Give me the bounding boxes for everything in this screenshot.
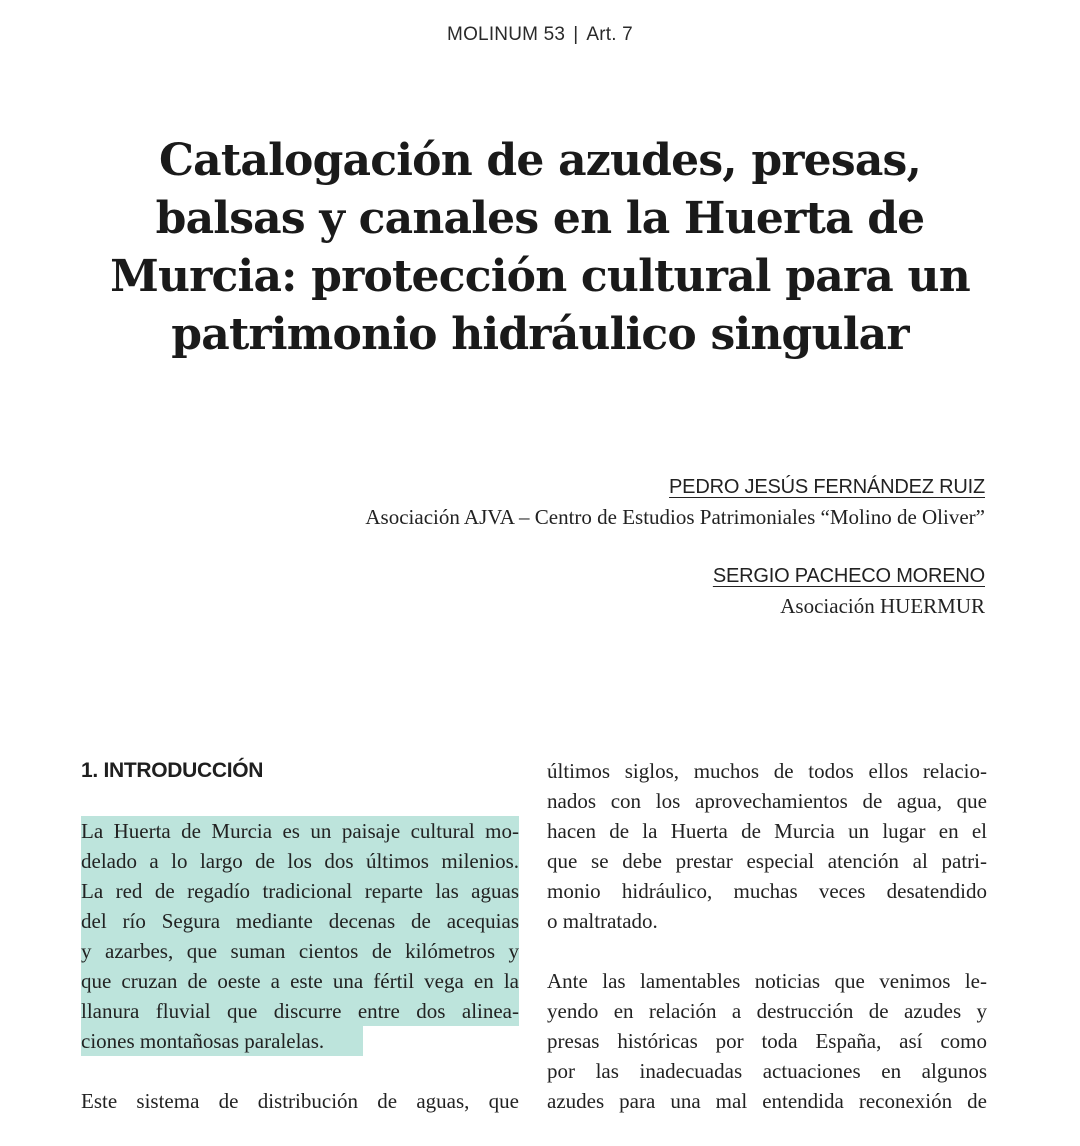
author-1: [185, 472, 985, 532]
text-line: hacen de la Huerta de Murcia un lugar en el: [547, 819, 987, 843]
paragraph: [81, 1086, 519, 1116]
highlighted-paragraph[interactable]: [81, 816, 519, 1056]
text-line[interactable]: ciones montañosas paralelas.: [81, 1026, 363, 1056]
journal-issue: MOLINUM 53: [447, 24, 566, 45]
title-line: balsas y canales en la Huerta de: [155, 193, 925, 244]
title-line: Catalogación de azudes, presas,: [158, 135, 922, 186]
text-line: últimos siglos, muchos de todos ellos relacio-: [547, 759, 987, 783]
text-line: Ante las lamentables noticias que venimos le-: [547, 969, 987, 993]
left-column: [81, 756, 519, 1146]
article-title: [60, 132, 1020, 364]
text-line: presas históricas por toda España, así como: [547, 1029, 987, 1053]
text-line[interactable]: y azarbes, que suman cientos de kilómetros y: [81, 936, 519, 966]
text-line[interactable]: delado a lo largo de los dos últimos milenios.: [81, 846, 519, 876]
section-heading: 1. INTRODUCCIÓN: [81, 759, 264, 782]
right-column: [547, 756, 987, 1146]
author-list: [185, 472, 985, 621]
author-name: SERGIO PACHECO MORENO: [712, 565, 985, 587]
title-line: patrimonio hidráulico singular: [171, 309, 909, 360]
text-line[interactable]: llanura fluvial que discurre entre dos alinea-: [81, 996, 519, 1026]
author-name: PEDRO JESÚS FERNÁNDEZ RUIZ: [669, 476, 985, 498]
text-line: nados con los aprovechamientos de agua, que: [547, 789, 987, 813]
paragraph: [547, 756, 987, 936]
text-line: o maltratado.: [547, 909, 658, 933]
text-line: Este sistema de distribución de aguas, que: [81, 1089, 519, 1113]
text-line: monio hidráulico, muchas veces desatendido: [547, 879, 987, 903]
author-affiliation: Asociación HUERMUR: [780, 594, 985, 618]
author-2: [185, 561, 985, 621]
paragraph: [547, 966, 987, 1116]
text-line: azudes para una mal entendida reconexión de: [547, 1089, 987, 1113]
text-line[interactable]: La Huerta de Murcia es un paisaje cultural mo-: [81, 816, 519, 846]
text-line[interactable]: La red de regadío tradicional reparte las aguas: [81, 876, 519, 906]
running-head-separator: |: [573, 24, 579, 45]
text-line[interactable]: del río Segura mediante decenas de acequias: [81, 906, 519, 936]
author-affiliation: Asociación AJVA – Centro de Estudios Patrimoniales “Molino de Oliver”: [365, 505, 985, 529]
text-line[interactable]: que cruzan de oeste a este una fértil vega en la: [81, 966, 519, 996]
text-line: por las inadecuadas actuaciones en algunos: [547, 1059, 987, 1083]
title-line: Murcia: protección cultural para un: [110, 251, 970, 302]
running-head: [0, 24, 1080, 46]
text-line: que se debe prestar especial atención al patri-: [547, 849, 987, 873]
text-line: yendo en relación a destrucción de azudes y: [547, 999, 987, 1023]
article-number: Art. 7: [586, 24, 633, 45]
